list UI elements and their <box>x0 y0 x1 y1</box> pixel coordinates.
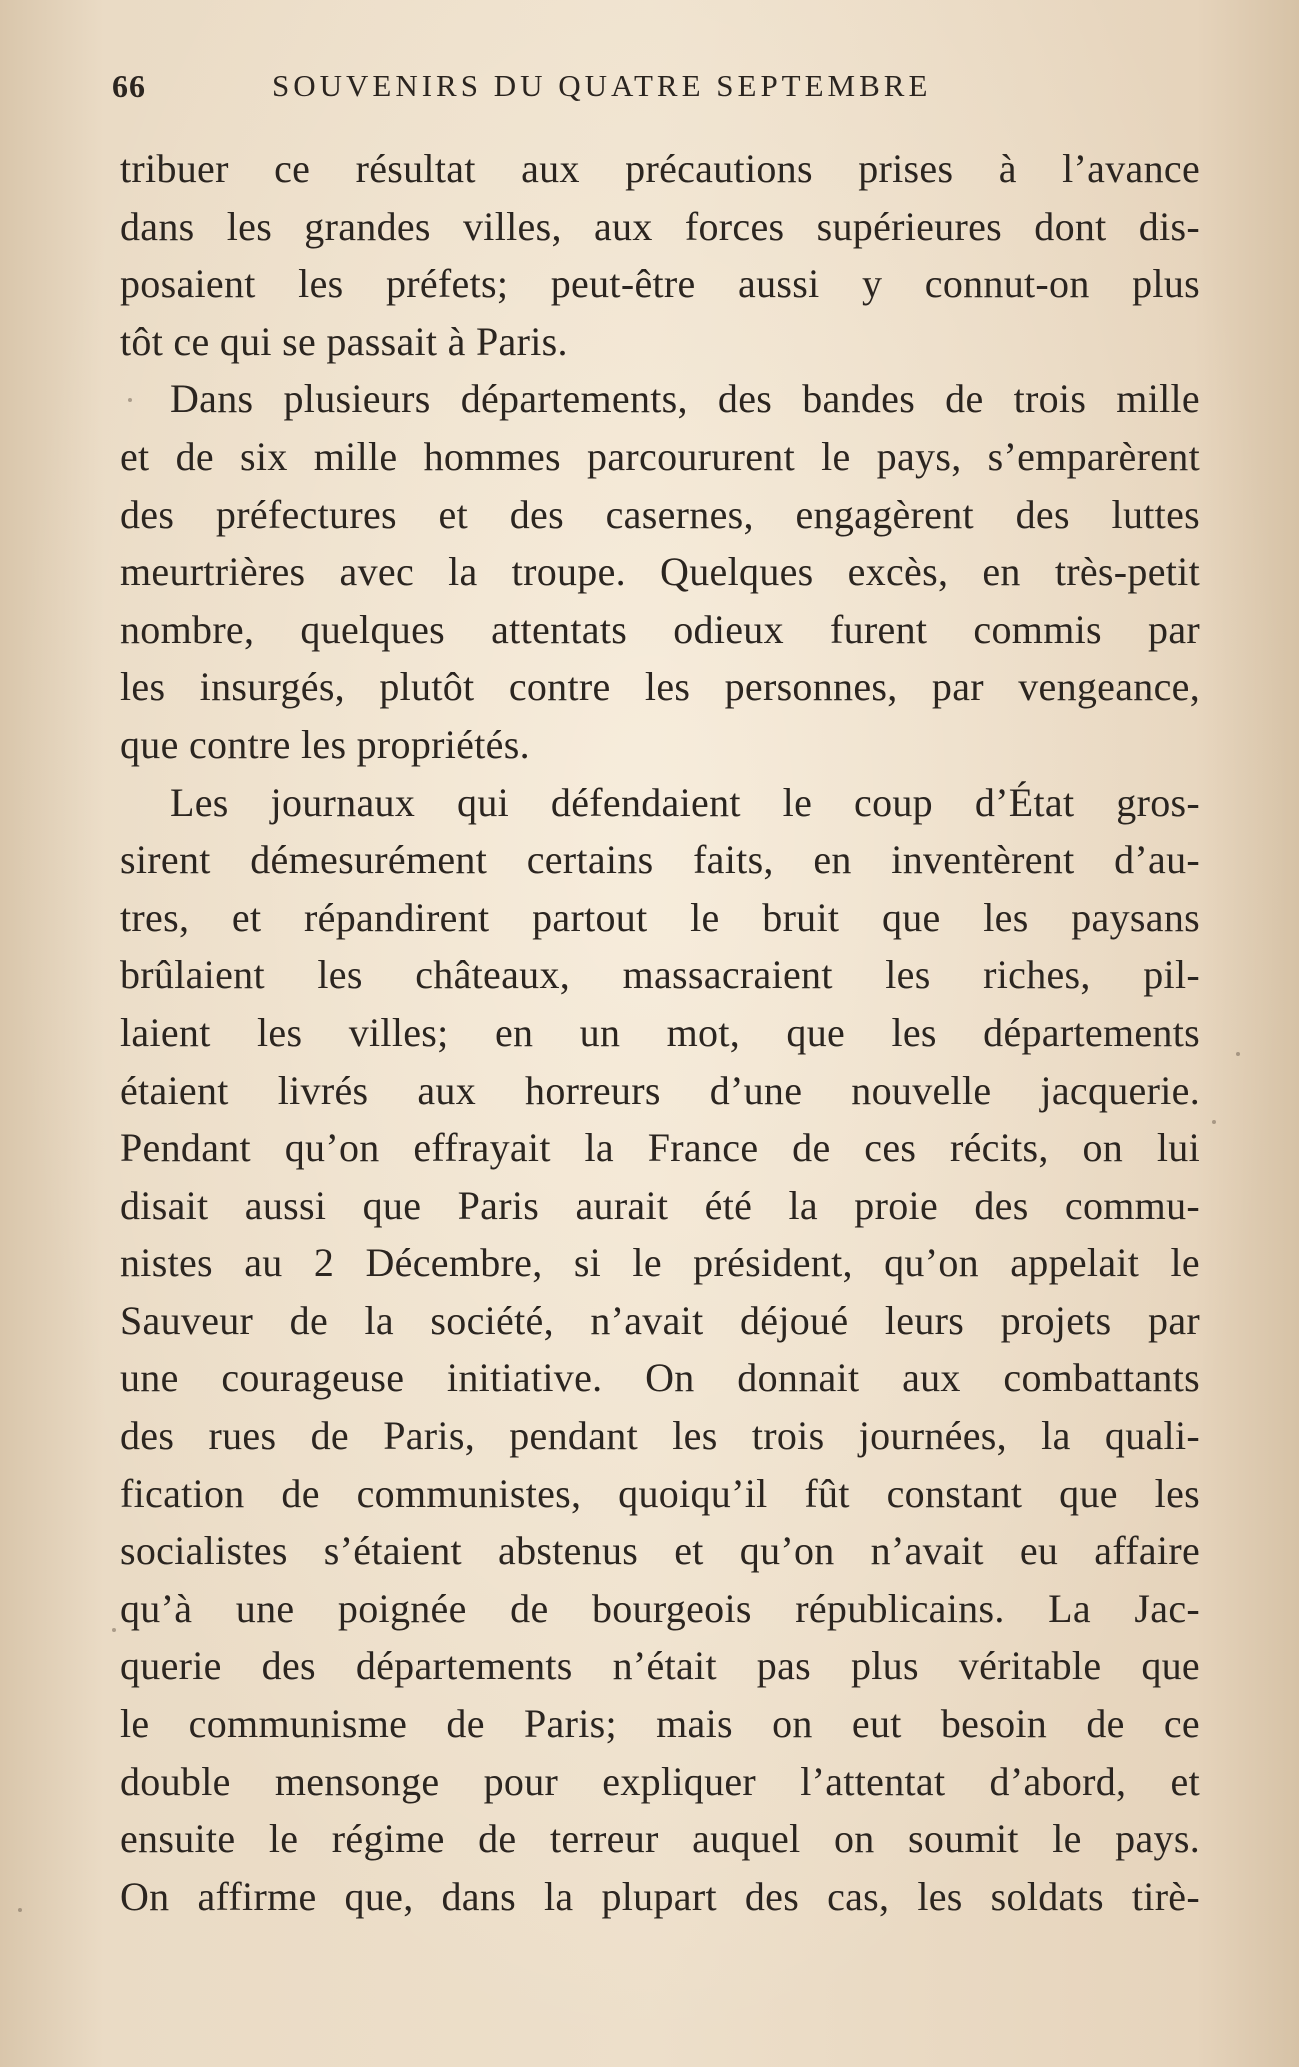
text-line: que contre les propriétés. <box>120 721 530 767</box>
text-line: Sauveur de la société, n’avait déjoué leurs projets par <box>120 1297 1200 1343</box>
text-line: les insurgés, plutôt contre les personnes, par vengeance, <box>120 664 1200 710</box>
text-line: des préfectures et des casernes, engagèrent des luttes <box>120 491 1200 537</box>
text-line: double mensonge pour expliquer l’attentat d’abord, et <box>120 1758 1200 1804</box>
paper-speck <box>112 1628 116 1632</box>
text-line: Dans plusieurs départements, des bandes de trois mille <box>170 376 1200 422</box>
page-number: 66 <box>112 68 146 104</box>
text-line: qu’à une poignée de bourgeois républicains. La Jac- <box>120 1585 1200 1631</box>
text-line: le communisme de Paris; mais on eut besoin de ce <box>120 1701 1200 1747</box>
text-line: et de six mille hommes parcoururent le pays, s’emparèrent <box>120 433 1200 479</box>
text-line: tôt ce qui se passait à Paris. <box>120 318 568 364</box>
text-line: sirent démesurément certains faits, en inventèrent d’au- <box>120 837 1200 883</box>
text-line: posaient les préfets; peut-être aussi y connut-on plus <box>120 261 1200 307</box>
text-line: On affirme que, dans la plupart des cas, les soldats tirè- <box>120 1873 1200 1919</box>
text-line: ensuite le régime de terreur auquel on soumit le pays. <box>120 1816 1200 1862</box>
paper-speck <box>128 398 132 402</box>
text-line: brûlaient les châteaux, massacraient les riches, pil- <box>120 952 1200 998</box>
text-line: des rues de Paris, pendant les trois journées, la quali- <box>120 1413 1200 1459</box>
paper-speck <box>1212 1120 1216 1124</box>
text-line: laient les villes; en un mot, que les départements <box>120 1009 1200 1055</box>
running-head: SOUVENIRS DU QUATRE SEPTEMBRE <box>272 68 932 103</box>
text-line: tribuer ce résultat aux précautions prises à l’avance <box>120 146 1200 191</box>
text-line: une courageuse initiative. On donnait aux combattants <box>120 1355 1200 1401</box>
text-line: fication de communistes, quoiqu’il fût constant que les <box>120 1470 1200 1516</box>
text-line: tres, et répandirent partout le bruit que les paysans <box>120 894 1200 940</box>
body-text <box>120 140 1200 1925</box>
text-line: querie des départements n’était pas plus véritable que <box>120 1643 1200 1689</box>
paper-speck <box>1236 1052 1240 1056</box>
page-header <box>112 68 1042 118</box>
text-line: Pendant qu’on effrayait la France de ces récits, on lui <box>120 1125 1200 1171</box>
paper-speck <box>18 1908 22 1912</box>
text-line: disait aussi que Paris aurait été la proie des commu- <box>120 1182 1200 1228</box>
text-line: nistes au 2 Décembre, si le président, qu’on appelait le <box>120 1240 1200 1286</box>
text-line: Les journaux qui défendaient le coup d’État gros- <box>170 779 1200 825</box>
text-line: socialistes s’étaient abstenus et qu’on n’avait eu affaire <box>120 1528 1200 1574</box>
text-line: étaient livrés aux horreurs d’une nouvelle jacquerie. <box>120 1067 1200 1113</box>
text-line: meurtrières avec la troupe. Quelques excès, en très-petit <box>120 549 1200 595</box>
text-line: dans les grandes villes, aux forces supérieures dont dis- <box>120 203 1200 249</box>
text-line: nombre, quelques attentats odieux furent commis par <box>120 606 1200 652</box>
